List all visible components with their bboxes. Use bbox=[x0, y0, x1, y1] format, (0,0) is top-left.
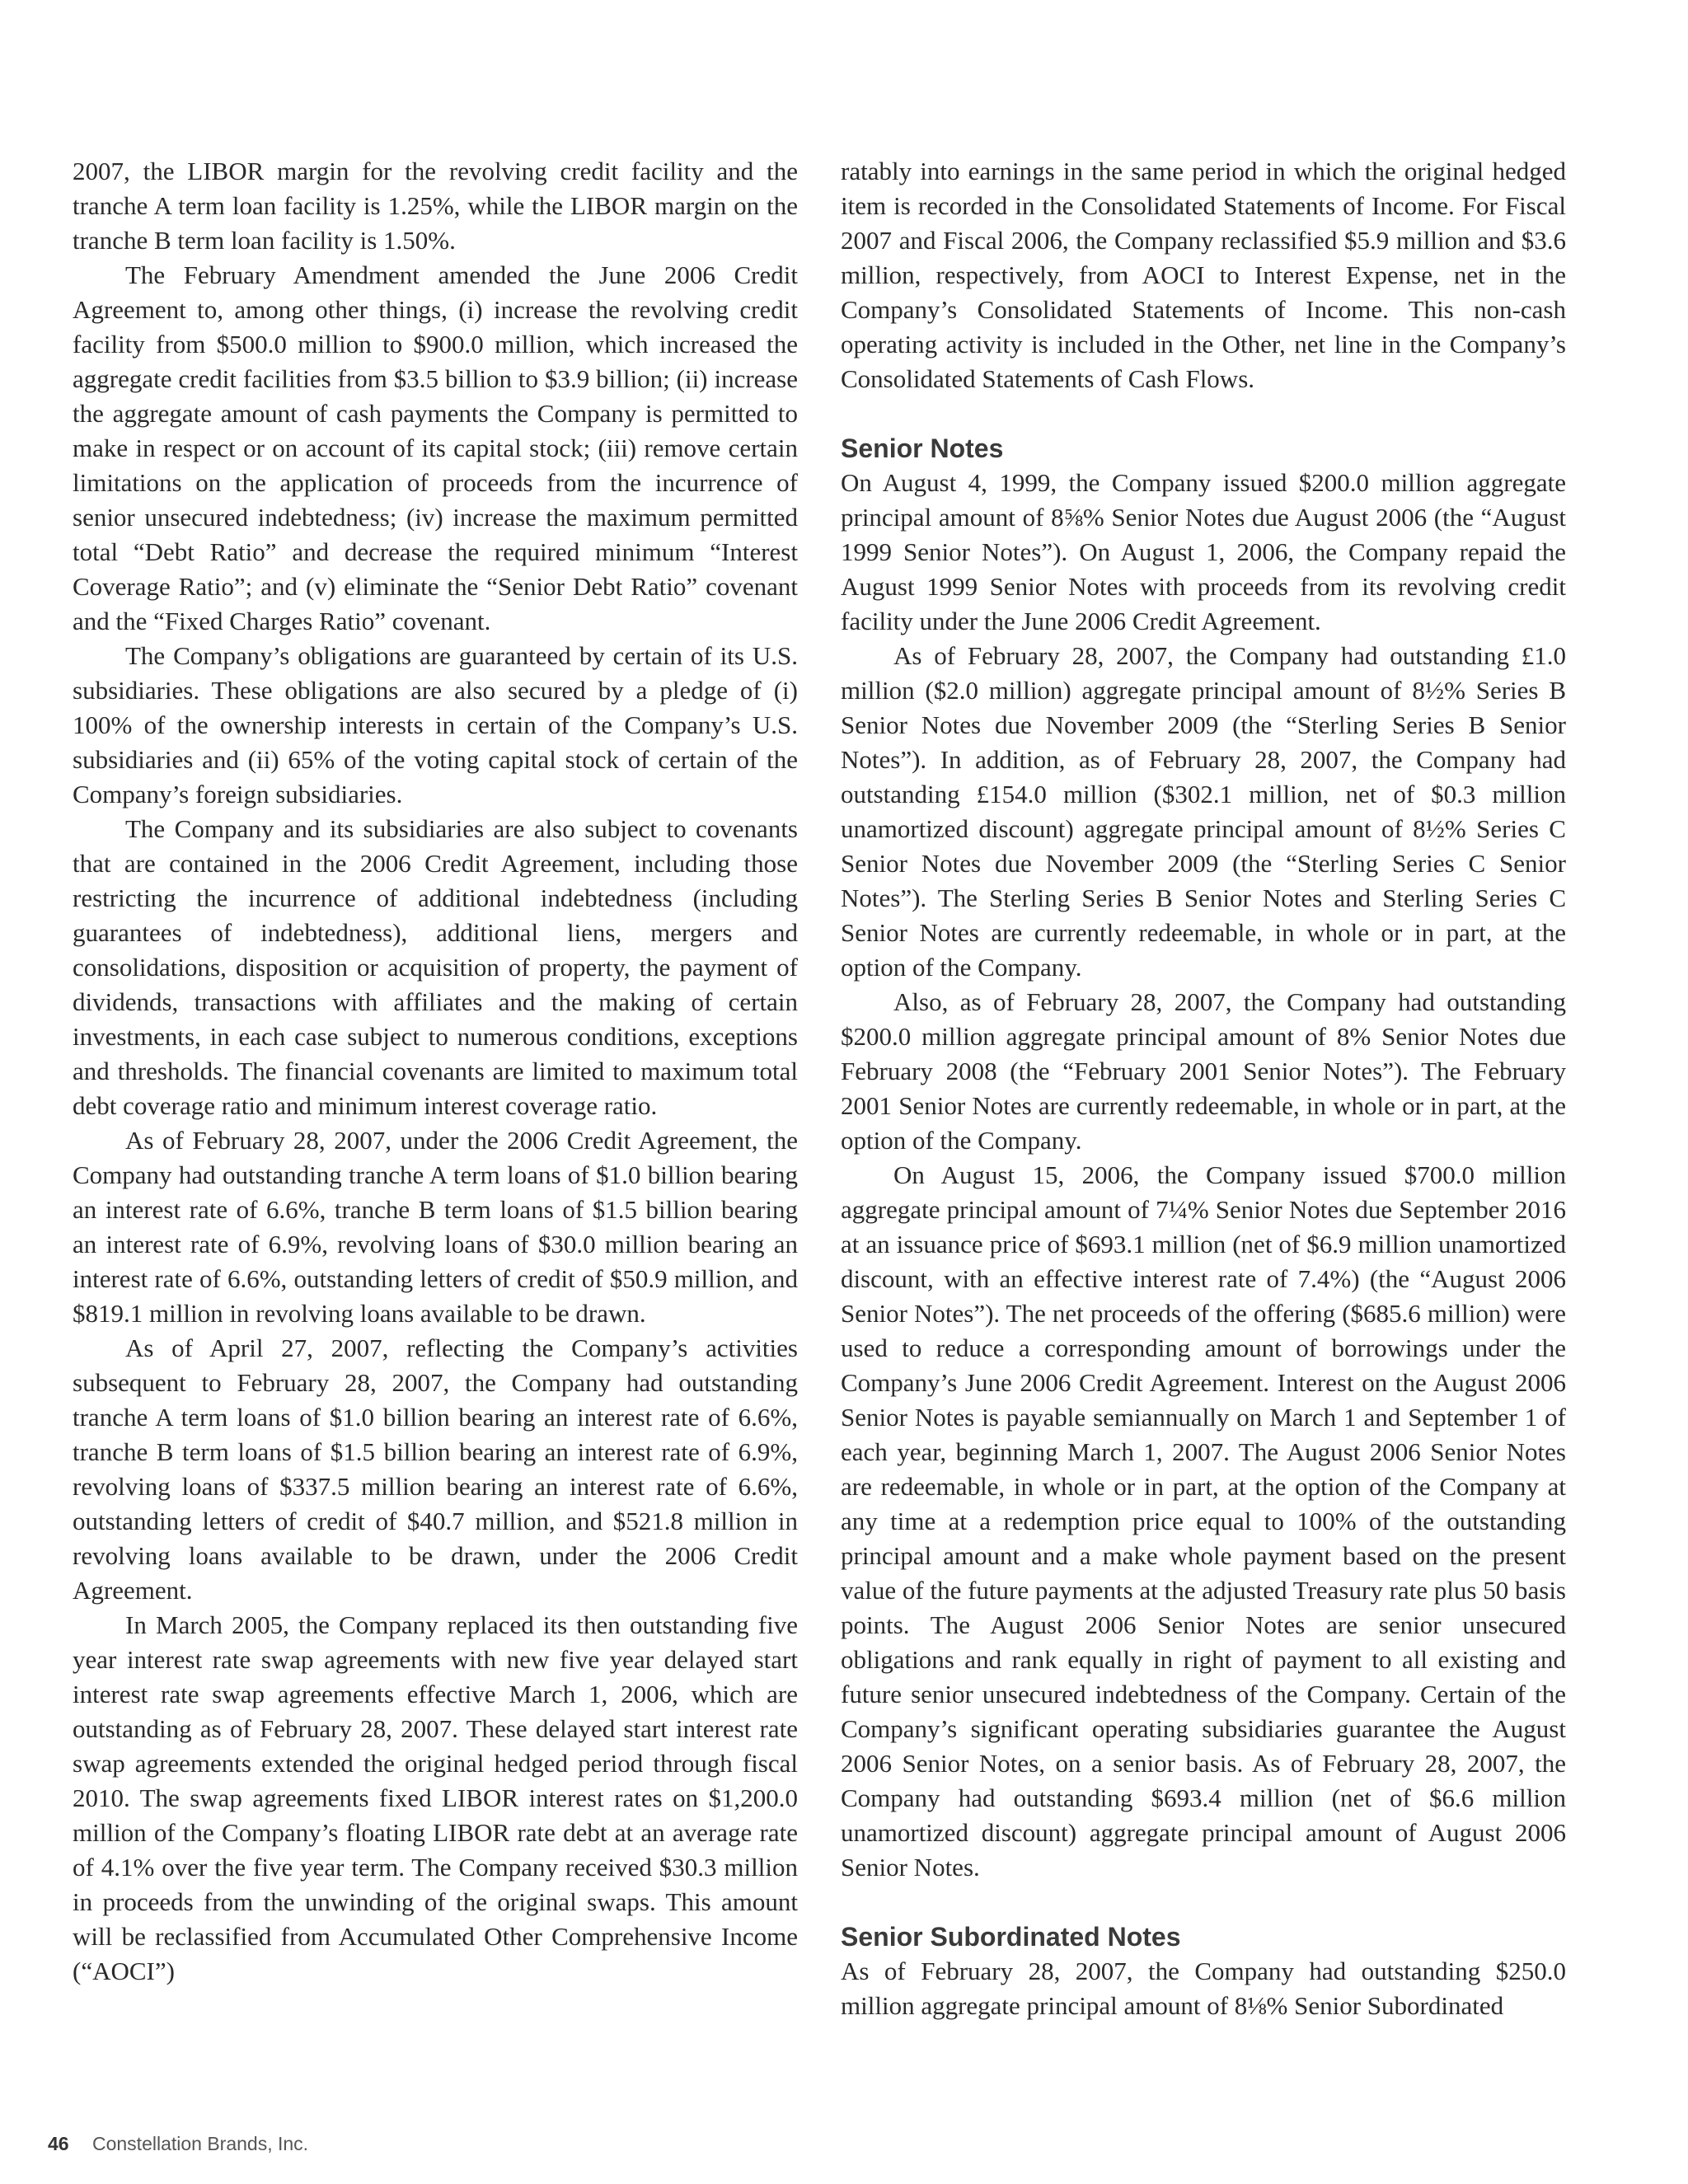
page-footer bbox=[48, 2133, 308, 2155]
paragraph: The Company and its subsidiaries are also subject to covenants that are contained in the 2006 Credit Agreement, including those restricting the incurrence of additional indebtedness (including guarantees of indebtedness), additional liens, mergers and consolidations, disposition or acquisition of property, the payment of dividends, transactions with affiliates and the making of certain investments, in each case subject to numerous conditions, exceptions and thresholds. The financial covenants are limited to maximum total debt coverage ratio and minimum interest coverage ratio. bbox=[73, 814, 798, 1120]
section-heading-senior-notes: Senior Notes bbox=[841, 434, 1004, 463]
paragraph: As of February 28, 2007, the Company had outstanding $250.0 million aggregate principal amount of 8⅛% Senior Subordinated bbox=[841, 1957, 1566, 2020]
paragraph: As of February 28, 2007, under the 2006 Credit Agreement, the Company had outstanding tranche A term loans of $1.0 billion bearing an interest rate of 6.6%, tranche B term loans of $1.5 billion bearing an interest rate of 6.9%, revolving loans of $30.0 million bearing an interest rate of 6.6%, outstanding letters of credit of $50.9 million, and $819.1 million in revolving loans available to be drawn. bbox=[73, 1126, 798, 1328]
paragraph: 2007, the LIBOR margin for the revolving credit facility and the tranche A term loan facility is 1.25%, while the LIBOR margin on the tranche B term loan facility is 1.50%. bbox=[73, 157, 798, 255]
paragraph: As of April 27, 2007, reflecting the Company’s activities subsequent to February 28, 2007, the Company had outstanding tranche A term loans of $1.0 billion bearing an interest rate of 6.6%, tranche B term loans of $1.5 billion bearing an interest rate of 6.9%, revolving loans of $337.5 million bearing an interest rate of 6.6%, outstanding letters of credit of $40.7 million, and $521.8 million in revolving loans available to be drawn, under the 2006 Credit Agreement. bbox=[73, 1333, 798, 1605]
paragraph: The February Amendment amended the June 2006 Credit Agreement to, among other things, (i) increase the revolving credit facility from $500.0 million to $900.0 million, which increased the aggregate credit facilities from $3.5 billion to $3.9 billion; (ii) increase the aggregate amount of cash payments the Company is permitted to make in respect or on account of its capital stock; (iii) remove certain limitations on the application of proceeds from the incurrence of senior unsecured indebtedness; (iv) increase the maximum permitted total “Debt Ratio” and decrease the required minimum “Interest Coverage Ratio”; and (v) eliminate the “Senior Debt Ratio” covenant and the “Fixed Charges Ratio” covenant. bbox=[73, 260, 798, 635]
paragraph: The Company’s obligations are guaranteed by certain of its U.S. subsidiaries. These obligations are also secured by a pledge of (i) 100% of the ownership interests in certain of the Company’s U.S. subsidiaries and (ii) 65% of the voting capital stock of certain of the Company’s foreign subsidiaries. bbox=[73, 641, 798, 808]
page-number: 46 bbox=[48, 2133, 69, 2154]
paragraph: As of February 28, 2007, the Company had outstanding £1.0 million ($2.0 million) aggregate principal amount of 8½% Series B Senior Notes due November 2009 (the “Sterling Series B Senior Notes”). In addition, as of February 28, 2007, the Company had outstanding £154.0 million ($302.1 million, net of $0.3 million unamortized discount) aggregate principal amount of 8½% Series C Senior Notes due November 2009 (the “Sterling Series C Senior Notes”). The Sterling Series B Senior Notes and Sterling Series C Senior Notes are currently redeemable, in whole or in part, at the option of the Company. bbox=[841, 641, 1566, 982]
company-name: Constellation Brands, Inc. bbox=[91, 2133, 309, 2154]
paragraph: On August 15, 2006, the Company issued $700.0 million aggregate principal amount of 7¼% Senior Notes due September 2016 at an issuance price of $693.1 million (net of $6.9 million unamortized discount, with an effective interest rate of 7.4%) (the “August 2006 Senior Notes”). The net proceeds of the offering ($685.6 million) were used to reduce a corresponding amount of borrowings under the Company’s June 2006 Credit Agreement. Interest on the August 2006 Senior Notes is payable semiannually on March 1 and September 1 of each year, beginning March 1, 2007. The August 2006 Senior Notes are redeemable, in whole or in part, at the option of the Company at any time at a redemption price equal to 100% of the outstanding principal amount and a make whole payment based on the present value of the future payments at the adjusted Treasury rate plus 50 basis points. The August 2006 Senior Notes are senior unsecured obligations and rank equally in right of payment to all existing and future senior unsecured indebtedness of the Company. Certain of the Company’s significant operating subsidiaries guarantee the August 2006 Senior Notes, on a senior basis. As of February 28, 2007, the Company had outstanding $693.4 million (net of $6.6 million unamortized discount) aggregate principal amount of August 2006 Senior Notes. bbox=[841, 1160, 1566, 1882]
section-heading-senior-subordinated-notes: Senior Subordinated Notes bbox=[841, 1922, 1181, 1952]
paragraph: In March 2005, the Company replaced its then outstanding five year interest rate swap agreements with new five year delayed start interest rate swap agreements effective March 1, 2006, which are outstanding as of February 28, 2007. These delayed start interest rate swap agreements extended the original hedged period through fiscal 2010. The swap agreements fixed LIBOR interest rates on $1,200.0 million of the Company’s floating LIBOR rate debt at an average rate of 4.1% over the five year term. The Company received $30.3 million in proceeds from the unwinding of the original swaps. This amount will be reclassified from Accumulated Other Comprehensive Income (“AOCI”) bbox=[73, 1610, 798, 1985]
paragraph: ratably into earnings in the same period in which the original hedged item is recorded in the Consolidated Statements of Income. For Fiscal 2007 and Fiscal 2006, the Company reclassified $5.9 million and $3.6 million, respectively, from AOCI to Interest Expense, net in the Company’s Consolidated Statements of Income. This non-cash operating activity is included in the Other, net line in the Company’s Consolidated Statements of Cash Flows. bbox=[841, 157, 1566, 393]
paragraph: On August 4, 1999, the Company issued $200.0 million aggregate principal amount of 8⅝% Senior Notes due August 2006 (the “August 1999 Senior Notes”). On August 1, 2006, the Company repaid the August 1999 Senior Notes with proceeds from its revolving credit facility under the June 2006 Credit Agreement. bbox=[841, 468, 1566, 635]
left-column bbox=[73, 154, 798, 1989]
paragraph: Also, as of February 28, 2007, the Company had outstanding $200.0 million aggregate principal amount of 8% Senior Notes due February 2008 (the “February 2001 Senior Notes”). The February 2001 Senior Notes are currently redeemable, in whole or in part, at the option of the Company. bbox=[841, 987, 1566, 1155]
right-column bbox=[841, 154, 1566, 2023]
